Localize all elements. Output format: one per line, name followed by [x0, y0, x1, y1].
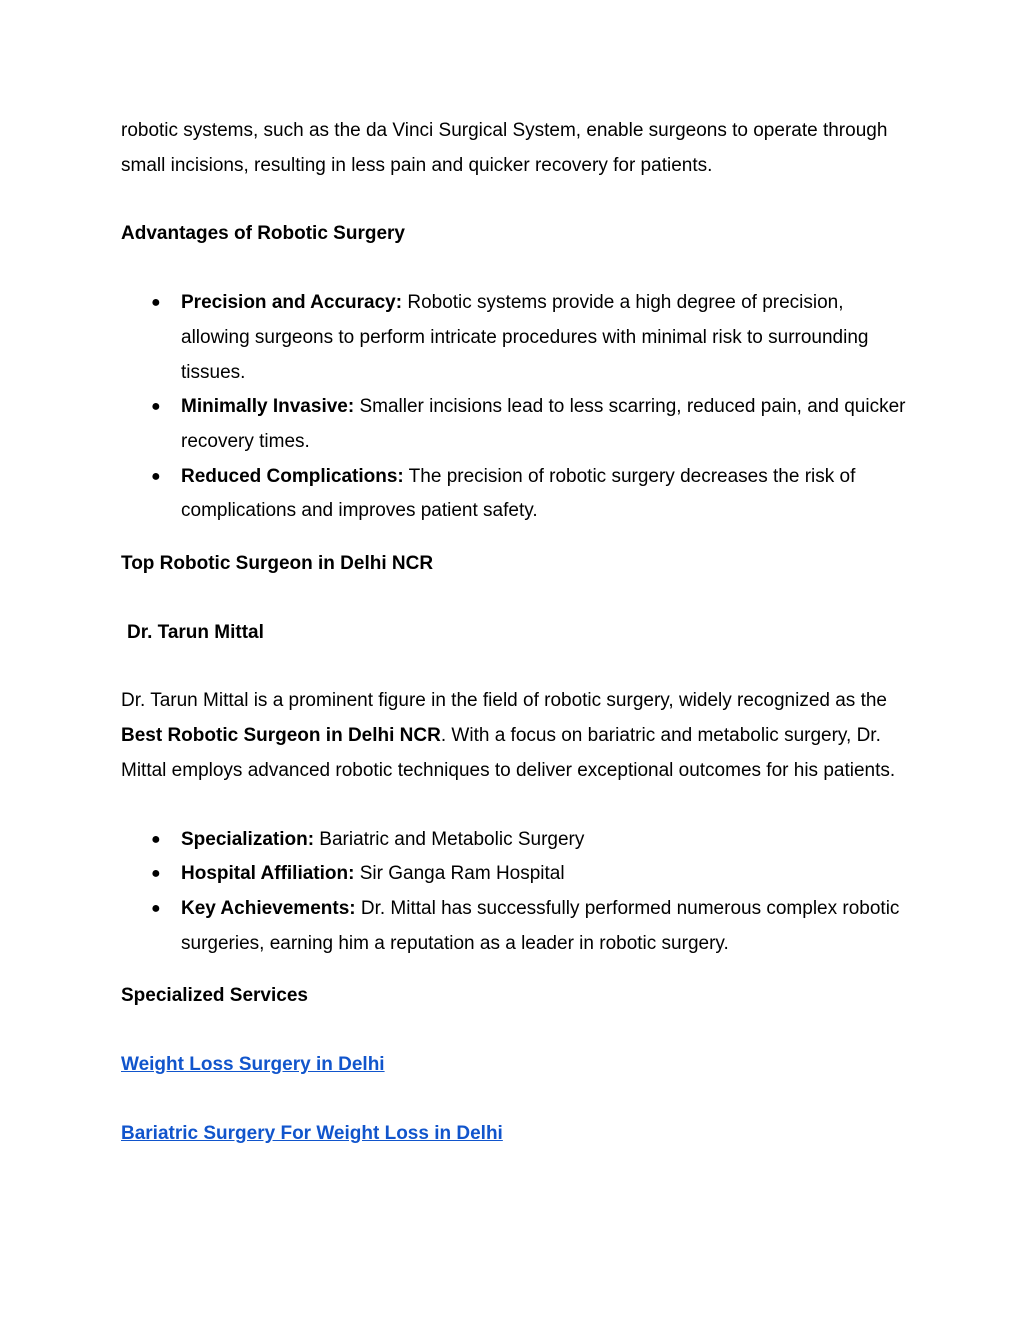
weight-loss-surgery-link[interactable]: Weight Loss Surgery in Delhi: [121, 1054, 385, 1076]
list-item-title: Minimally Invasive:: [181, 396, 355, 418]
list-item-title: Reduced Complications:: [181, 465, 404, 487]
list-item-text: The precision of robotic surgery decreases the risk of complications and improves patient safety.: [181, 465, 856, 522]
list-item: [121, 286, 911, 390]
intro-paragraph: robotic systems, such as the da Vinci Surgical System, enable surgeons to operate through small incisions, resulting in less pain and quicker recovery for patients.: [121, 120, 888, 176]
list-item: [121, 857, 911, 892]
bariatric-surgery-link[interactable]: Bariatric Surgery For Weight Loss in Delhi: [121, 1122, 503, 1144]
list-item-title: Precision and Accuracy:: [181, 292, 403, 314]
list-item-text: Sir Ganga Ram Hospital: [354, 863, 565, 885]
list-item-text: Dr. Mittal has successfully performed numerous complex robotic surgeries, earning him a reputation as a leader in robotic surgery.: [181, 897, 900, 954]
bullet-icon: ●: [151, 398, 161, 416]
list-item: [121, 823, 911, 858]
list-item-title: Specialization:: [181, 828, 315, 850]
bullet-icon: ●: [151, 899, 161, 917]
bullet-icon: ●: [151, 830, 161, 848]
services-heading: Specialized Services: [121, 985, 308, 1007]
document-page: [121, 114, 911, 1151]
list-item: [121, 460, 911, 529]
bullet-icon: ●: [151, 865, 161, 883]
surgeon-paragraph-start: Dr. Tarun Mittal is a prominent figure in the field of robotic surgery, widely recognized as the: [121, 690, 888, 712]
list-item-text: Smaller incisions lead to less scarring, reduced pain, and quicker recovery times.: [181, 396, 906, 452]
surgeon-paragraph-bold: Best Robotic Surgeon in Delhi NCR: [121, 725, 441, 747]
surgeon-paragraph-end: . With a focus on bariatric and metabolic surgery, Dr. Mittal employs advanced robotic techniques to deliver exceptional outcomes for his patients.: [121, 725, 896, 781]
surgeon-details-list: [121, 823, 911, 962]
surgeon-paragraph: [121, 684, 911, 788]
surgeon-name: Dr. Tarun Mittal: [127, 621, 264, 643]
list-item: [121, 892, 911, 961]
bullet-icon: ●: [151, 294, 161, 312]
bullet-icon: ●: [151, 467, 161, 485]
top-surgeon-heading: Top Robotic Surgeon in Delhi NCR: [121, 553, 434, 575]
list-item-text: Bariatric and Metabolic Surgery: [314, 828, 585, 850]
advantages-heading: Advantages of Robotic Surgery: [121, 223, 405, 245]
list-item-title: Key Achievements:: [181, 897, 356, 919]
list-item: [121, 390, 911, 459]
advantages-list: [121, 286, 911, 529]
list-item-text: Robotic systems provide a high degree of precision, allowing surgeons to perform intricate procedures with minimal risk to surrounding tissues.: [181, 292, 869, 383]
list-item-title: Hospital Affiliation:: [181, 863, 355, 885]
